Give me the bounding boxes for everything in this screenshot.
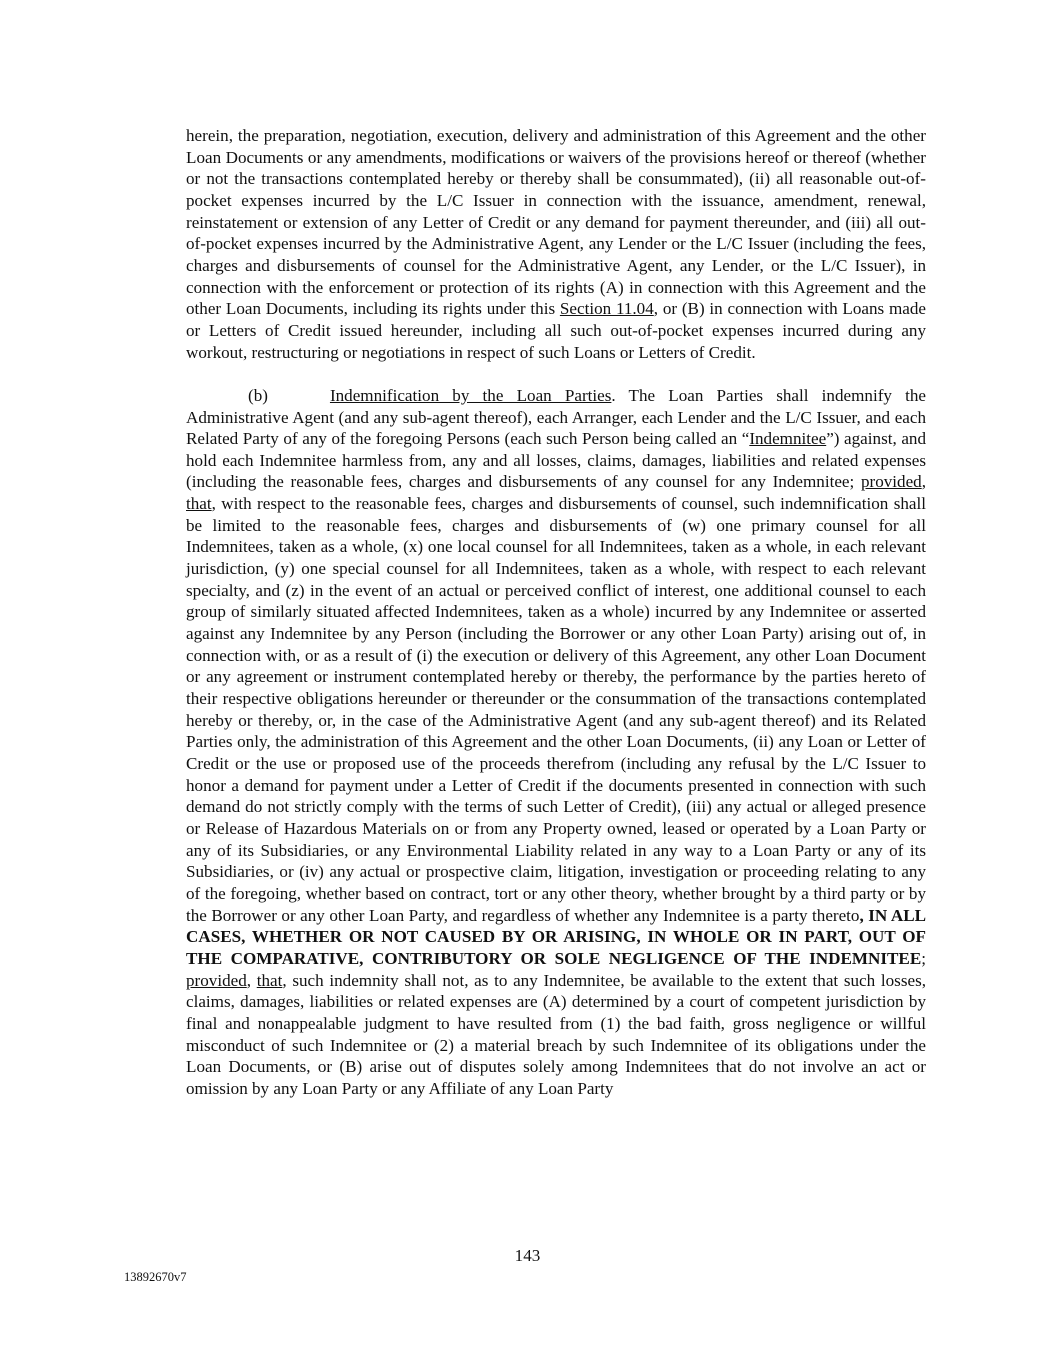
paragraph-b-label: (b) xyxy=(248,385,268,405)
section-reference: Section 11.04 xyxy=(559,299,654,319)
paragraph-a-text-2: , or (B) in connection with Loans made or Letters of Credit issued hereunder, including all such out-of-pocket expenses incurred during any workout, restructuring or negotiations in respect of such Loans or Letters of Credit. xyxy=(186,299,927,362)
semicolon: ; xyxy=(921,948,926,968)
document-id: 13892670v7 xyxy=(124,1270,187,1284)
that-term-2: that xyxy=(256,970,283,990)
provided-term-1: provided xyxy=(860,472,922,492)
provided-term-2: provided xyxy=(186,970,247,990)
paragraph-b-text-2: ”) against, and hold each Indemnitee harmless from, any and all losses, claims, damages, liabilities and related expenses (including the reasonable fees, charges and disbursements of any counsel for any Indemnitee; xyxy=(186,429,926,492)
paragraph-b-heading: Indemnification by the Loan Parties xyxy=(329,385,612,405)
defined-term-indemnitee: Indemnitee xyxy=(749,429,827,449)
paragraph-a xyxy=(186,125,926,363)
paragraph-b-text-3: , with respect to the reasonable fees, charges and disbursements of counsel, such indemnification shall be limited to the reasonable fees, charges and disbursements of (w) one primary counsel for all Indemnitees, taken as a whole, (x) one local counsel for all Indemnitees, taken as a whole, in each relevant jurisdiction, (y) one special counsel for all Indemnitees, taken as a whole, with respect to each relevant specialty, and (z) in the event of an actual or perceived conflict of interest, one additional counsel to each group of similarly situated affected Indemnitees, taken as a whole) incurred by any Indemnitee or asserted against any Indemnitee by any Person (including the Borrower or any other Loan Party) arising out of, in connection with, or as a result of (i) the execution or delivery of this Agreement, any other Loan Document or any agreement or instrument contemplated hereby or thereby, the performance by the parties hereto of their respective obligations hereunder or thereunder or the consummation of the transactions contemplated hereby or thereby, or, in the case of the Administrative Agent (and any sub-agent thereof) and its Related Parties only, the administration of this Agreement and the other Loan Documents, (ii) any Loan or Letter of Credit or the use or proposed use of the proceeds therefrom (including any refusal by the L/C Issuer to honor a demand for payment under a Letter of Credit if the documents presented in connection with such demand do not strictly comply with the terms of such Letter of Credit), (iii) any actual or alleged presence or Release of Hazardous Materials on or from any Property owned, leased or operated by a Loan Party or any of its Subsidiaries, or any Environmental Liability related in any way to a Loan Party or any of its Subsidiaries, or (iv) any actual or prospective claim, litigation, investigation or proceeding relating to any of the foregoing, whether based on contract, tort or any other theory, whether brought by a third party or by the Borrower or any other Loan Party, and regardless of whether any Indemnitee is a party thereto xyxy=(186,494,926,925)
paragraph-a-text-1: herein, the preparation, negotiation, execution, delivery and administration of this Agreement and the other Loan Documents or any amendments, modifications or waivers of the provisions hereof or thereof (whether or not the transactions contemplated hereby or thereby shall be consummated), (ii) all reasonable out-of-pocket expenses incurred by the L/C Issuer in connection with the issuance, amendment, renewal, reinstatement or extension of any Letter of Credit or any demand for payment thereunder, and (iii) all out-of-pocket expenses incurred by the Administrative Agent, any Lender or the L/C Issuer (including the fees, charges and disbursements of counsel for the Administrative Agent, any Lender, or the L/C Issuer), in connection with the enforcement or protection of its rights (A) in connection with this Agreement and the other Loan Documents, including its rights under this xyxy=(186,126,926,319)
page-number: 143 xyxy=(514,1246,541,1265)
paragraph-b-text-4: , such indemnity shall not, as to any Indemnitee, be available to the extent that such losses, claims, damages, liabilities or related expenses are (A) determined by a court of competent jurisdiction by final and nonappealable judgment to have resulted from (1) the bad faith, gross negligence or willful misconduct of such Indemnitee or (2) a material breach by such Indemnitee of its obligations under the Loan Documents, or (B) arise out of disputes solely among Indemnitees that do not involve an act or omission by any Loan Party or any Affiliate of any Loan Party xyxy=(186,970,926,1098)
comma-2: , xyxy=(246,970,257,990)
paragraph-b xyxy=(186,385,926,1100)
paragraph-b-text-1: . The Loan Parties shall indemnify the Administrative Agent (and any sub-agent thereof), each Arranger, each Lender and the L/C Issuer, and each Related Party of any of the foregoing Persons (each such Person being called an “ xyxy=(186,385,926,449)
that-term-1: that xyxy=(186,494,212,514)
bold-negligence-clause: , IN ALL CASES, WHETHER OR NOT CAUSED BY OR ARISING, IN WHOLE OR IN PART, OUT OF THE COMPARATIVE, CONTRIBUTORY OR SOLE NEGLIGENCE OF THE INDEMNITEE xyxy=(186,905,926,968)
comma-1: , xyxy=(921,472,926,492)
document-body xyxy=(186,125,926,1100)
